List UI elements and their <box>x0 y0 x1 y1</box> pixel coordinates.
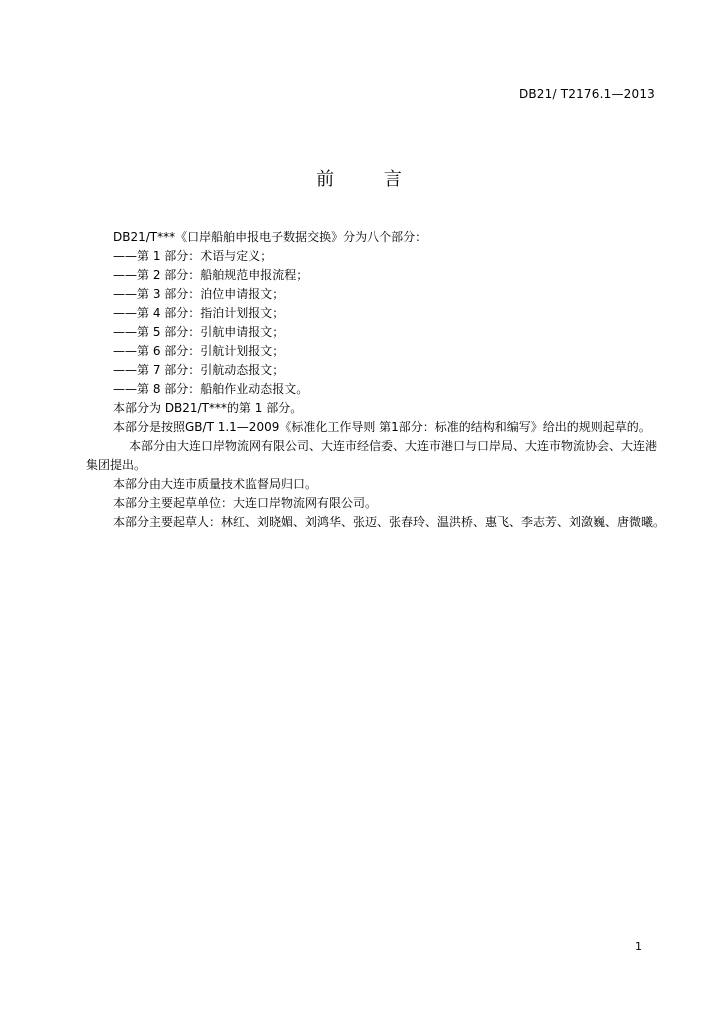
document-code: DB21/ T2176.1—2013 <box>518 87 655 101</box>
list-item: ——第 3 部分：泊位申请报文； <box>113 287 285 301</box>
page-title: 前 言 <box>316 169 424 190</box>
document-body <box>86 228 666 532</box>
drafting-rules-paragraph: 本部分是按照GB/T 1.1—2009《标准化工作导则 第1部分：标准的结构和编写》给出的规则起草的。 <box>113 420 651 434</box>
list-item: ——第 7 部分：引航动态报文； <box>113 363 285 377</box>
drafters-paragraph: 本部分主要起草人：林红、刘晓媚、刘鸿华、张迈、张春玲、温洪桥、惠飞、李志芳、刘潋巍、唐微曦。 <box>113 515 666 529</box>
list-item: ——第 5 部分：引航申请报文； <box>113 325 285 339</box>
page-number: 1 <box>635 940 642 953</box>
list-item: ——第 6 部分：引航计划报文； <box>113 344 285 358</box>
list-item: ——第 8 部分：船舶作业动态报文。 <box>113 382 309 396</box>
part-statement: 本部分为 DB21/T***的第 1 部分。 <box>113 401 303 415</box>
list-item: ——第 2 部分：船舶规范申报流程； <box>113 268 309 282</box>
drafting-unit-paragraph: 本部分主要起草单位：大连口岸物流网有限公司。 <box>113 496 378 510</box>
list-item: ——第 4 部分：指泊计划报文； <box>113 306 285 320</box>
administration-paragraph: 本部分由大连市质量技术监督局归口。 <box>113 477 318 491</box>
list-item: ——第 1 部分：术语与定义； <box>113 249 273 263</box>
intro-paragraph: DB21/T***《口岸船舶申报电子数据交换》分为八个部分： <box>113 230 428 244</box>
proposer-paragraph: 本部分由大连口岸物流网有限公司、大连市经信委、大连市港口与口岸局、大连市物流协会、大连港集团提出。 <box>86 439 658 472</box>
